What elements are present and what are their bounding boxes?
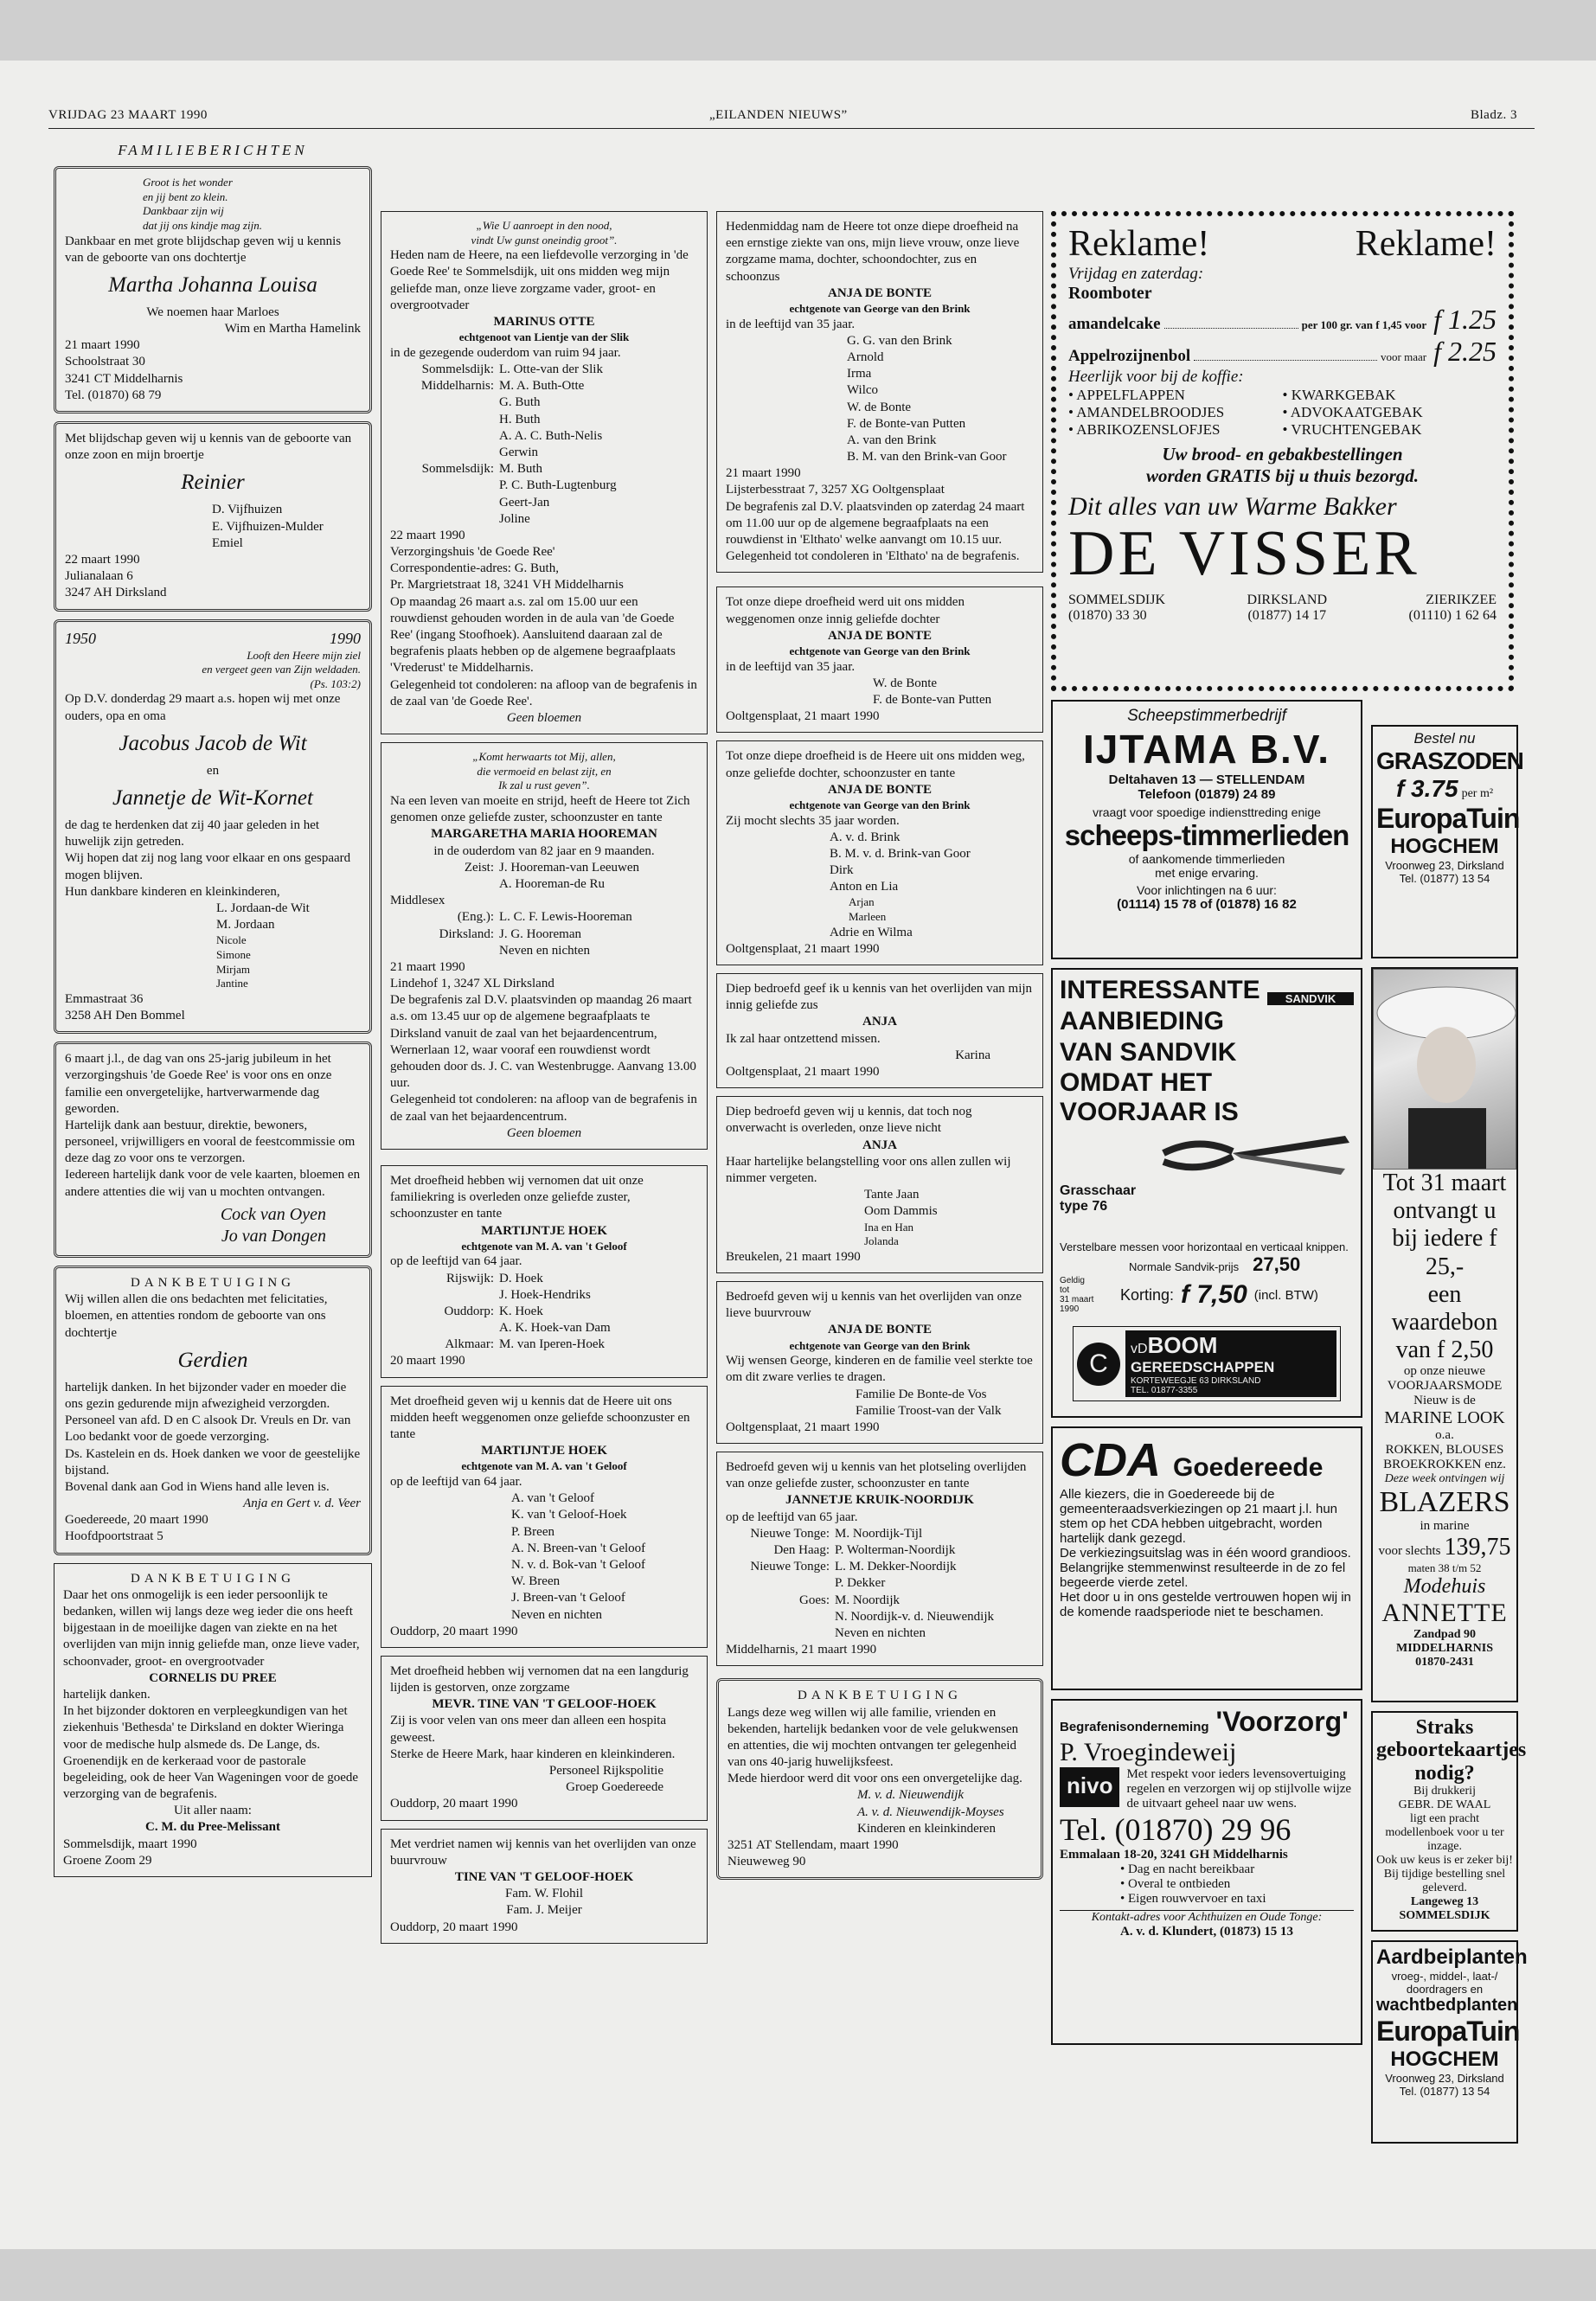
signature: Cock van Oyen: [220, 1204, 326, 1224]
family-row: Gerwin: [499, 445, 538, 459]
deceased-name: ANJA: [862, 1015, 897, 1029]
ad-aardbeiplanten: Aardbeiplanten vroeg-, middel-, laat-/ doordragers en wachtbedplanten EuropaTuin HOGCHEM Vroonweg 23, Dirksland Tel. (01877) 13 54: [1371, 1940, 1518, 2144]
brand-logo: CDA: [1060, 1434, 1161, 1486]
obituary-kruik: Bedroefd geven wij u kennis van het plotseling overlijden van onze geliefde zuster, schoonzuster en tante JANNETJE KRUIK-NOORDIJK op de leeftijd van 65 jaar. Nieuwe Tonge: M. Noordijk-Tijl Den Haag: P. Wolterman-Noordijk Nieuwe Tonge: L. M. Dekker-Noordijk P. Dekker Goes: M. Noordijk N. Noordijk-v. d. Nieuwendijk Neven en nichten Middelharnis, 21 maart 1990: [716, 1452, 1043, 1666]
family-list: G. G. van den Brink Arnold Irma Wilco W. de Bonte F. de Bonte-van Putten A. van den Brink B. M. van den Brink-van Goor: [847, 333, 1007, 465]
family-list: A. v. d. Brink B. M. v. d. Brink-van Goor Dirk Anton en Lia Arjan Marleen Adrie en Wilma: [830, 830, 971, 939]
service-list: • Dag en nacht bereikbaar • Overal te ontbieden • Eigen rouwvervoer en taxi: [1120, 1862, 1266, 1906]
family-row: G. Buth: [499, 395, 541, 410]
announcement-text: Dankbaar en met grote blijdschap geven wij u kennis van de geboorte van ons dochtertje: [65, 234, 342, 265]
announcement-text: Met blijdschap geven wij u kennis van de geboorte van onze zoon en mijn broertje: [65, 432, 352, 463]
family-row: Den Haag: P. Wolterman-Noordijk: [773, 1543, 956, 1557]
header-paper: „EILANDEN NIEUWS”: [709, 108, 848, 122]
family: L. Jordaan-de Wit M. Jordaan Nicole Simone Mirjam Jantine: [216, 901, 310, 990]
family-list: [726, 1526, 1034, 1642]
address: Sommelsdijk, maart 1990 Groene Zoom 29: [63, 1836, 197, 1868]
obituary-geloof-neighbours: Met verdriet namen wij kennis van het overlijden van onze buurvrouw TINE VAN 'T GELOOF-HOEK Fam. W. Flohil Fam. J. Meijer Ouddorp, 20 maart 1990: [381, 1829, 708, 1944]
family-row: H. Buth: [499, 412, 541, 426]
deceased-name: ANJA DE BONTE: [827, 285, 933, 300]
family-row: N. Noordijk-v. d. Nieuwendijk: [835, 1609, 994, 1624]
family-row: Neven en nichten: [835, 1625, 926, 1640]
ad-bakery-de-visser: Reklame! Reklame! Vrijdag en zaterdag: Roomboter amandelcake per 100 gr. van f 1,45 voor f 1.25 Appelrozijnenbol voor maar f 2.25 Heerlijk voor bij de koffie: • APPELFLAPPEN • KWARKGEBAK • AMANDELBROODJES • ADVOKAATGEBAK • ABRIKOZENSLOFJES • VRUCHTENGEBAK Uw brood- en gebakbestellingen worden GRATIS bij u thuis bezorgd. Dit alles van uw Warme Bakker DE VISSER SOMMELSDIJK (01870) 33 30 DIRKSLAND (01877) 14 17 ZIERIKZEE (01110) 1 62 64: [1051, 211, 1514, 691]
sandvik-logo: SANDVIK: [1267, 975, 1354, 1053]
locations: SOMMELSDIJK (01870) 33 30 DIRKSLAND (01877) 14 17 ZIERIKZEE (01110) 1 62 64: [1068, 593, 1497, 623]
deceased-name: ANJA DE BONTE: [827, 782, 933, 797]
header-rule: [48, 128, 1535, 129]
family-row: Nieuwe Tonge: M. Noordijk-Tijl: [750, 1526, 923, 1541]
deceased-name: MARGARETHA MARIA HOOREMAN: [431, 827, 657, 842]
family-row: Zeist: J. Hooreman-van Leeuwen: [464, 860, 640, 875]
headline: Reklame!: [1355, 224, 1497, 264]
family-row: A. Hooreman-de Ru: [499, 876, 606, 891]
deceased-name: ANJA: [862, 1138, 897, 1152]
nickname: We noemen haar Marloes: [146, 304, 279, 319]
ad-voorzorg: Begrafenisonderneming 'Voorzorg' P. Vroegindeweij nivo Met respekt voor ieders levensovertuiging regelen en verzorgen wij op stijlvolle wijze de uitvaart geheel naar uw wens. Tel. (01870) 29 96 Emmalaan 18-20, 3241 GH Middelharnis • Dag en nacht bereikbaar • Overal te ontbieden • Eigen rouwvervoer en taxi Kontakt-adres voor Achthuizen en Oude Tonge: A. v. d. Klundert, (01873) 15 13: [1051, 1699, 1362, 2045]
thanks-du-pree: DANKBETUIGING Daar het ons onmogelijk is een ieder persoonlijk te bedanken, willen wij langs deze weg ieder die ons heeft bijgestaan in de moeilijke dagen van ziekte en na het overlijden van mijn innig geliefde man, onze lieve vader, schoonvader, groot- en overgrootvader CORNELIS DU PREE hartelijk danken. In het bijzonder doktoren en verpleegkundigen van het ziekenhuis 'Bethesda' te Dirksland en dokter Wieringa voor de medische hulp alsmede ds. De Lange, ds. Groenendijk en de kerkeraad voor de pastorale begeleiding, ook de heer Van Wageningen voor de goede verzorging van de begrafenis. Uit aller naam: C. M. du Pree-Melissant Sommelsdijk, maart 1990 Groene Zoom 29: [54, 1563, 372, 1877]
section-title: FAMILIEBERICHTEN: [118, 142, 308, 158]
motto: „Wie U aanroept in den nood, vindt Uw gunst oneindig groot”.: [471, 219, 618, 247]
deceased-name: MEVR. TINE VAN 'T GELOOF-HOEK: [432, 1697, 657, 1712]
deceased-name: MARINUS OTTE: [493, 315, 595, 329]
obituary-anja-inlaws: Tot onze diepe droefheid is de Heere uit ons midden weg, onze geliefde dochter, schoonzuster en tante ANJA DE BONTE echtgenote van George van den Brink Zij mocht slechts 35 jaar worden. A. v. d. Brink B. M. v. d. Brink-van Goor Dirk Anton en Lia Arjan Marleen Adrie en Wilma Ooltgensplaat, 21 maart 1990: [716, 740, 1043, 965]
family-row: A. A. C. Buth-Nelis: [499, 428, 603, 443]
child-name: Reinier: [181, 471, 245, 495]
nivo-logo: nivo: [1060, 1767, 1119, 1807]
family-row: P. C. Buth-Lugtenburg: [499, 478, 617, 493]
year-start: 1950: [65, 629, 96, 647]
family-row: Nieuwe Tonge: L. M. Dekker-Noordijk: [750, 1560, 957, 1574]
announcement-text: Op D.V. donderdag 29 maart a.s. hopen wij met onze ouders, opa en oma: [65, 692, 341, 723]
column-1: [54, 137, 372, 1885]
shears-icon: [1060, 1127, 1354, 1179]
signature: Anja en Gert v. d. Veer: [243, 1497, 361, 1511]
price: f 1.25: [1433, 304, 1497, 335]
ad-ijtama: Scheepstimmerbedrijf IJTAMA B.V. Deltahaven 13 — STELLENDAM Telefoon (01879) 24 89 vraagt voor spoedige indiensttreding enige scheeps-timmerlieden of aankomende timmerlieden met enige ervaring. Voor inlichtingen na 6 uur: (01114) 15 78 of (01878) 16 82: [1051, 700, 1362, 959]
family-row: Alkmaar: M. van Iperen-Hoek: [445, 1337, 606, 1352]
family-row: Sommelsdijk: L. Otte-van der Slik: [421, 362, 603, 376]
discount: f 7,50: [1181, 1280, 1247, 1309]
family-row: Goes: M. Noordijk: [799, 1593, 900, 1607]
obituary-otte: „Wie U aanroept in den nood, vindt Uw gunst oneindig groot”. Heden nam de Heere, na een liefdevolle verzorging in 'de Goede Ree' te Sommelsdijk, uit ons midden weg mijn geliefde man, onze lieve zorgzame vader, groot- en overgrootvader MARINUS OTTE echtgenoot van Lientje van der Slik in de gezegende ouderdom van ruim 94 jaar. Sommelsdijk: L. Otte-van der Slik Middelharnis: M. A. Buth-Otte G. Buth H. Buth A. A. C. Buth-Nelis Gerwin Sommelsdijk: M. Buth P. C. Buth-Lugtenburg Geert-Jan Joline 22 maart 1990 Verzorgingshuis 'de Goede Ree' Correspondentie-adres: G. Buth, Pr. Margrietstraat 18, 3241 VH Middelharnis Op maandag 26 maart a.s. zal om 15.00 uur een rouwdienst gehouden worden in de aula van 'de Goede Ree' (ingang Stoofhoek). Aansluitend daaraan zal de begrafenis plaats hebben op de algemene begraafplaats 'Vrederust' te Middelharnis. Gelegenheid tot condoleren: na afloop van de begrafenis in de zaal van 'de Goede Ree'. Geen bloemen: [381, 211, 708, 734]
family-row: Neven en nichten: [499, 943, 590, 958]
obituary-anja-aunt: Diep bedroefd geven wij u kennis, dat toch nog onverwacht is overleden, onze lieve nicht ANJA Haar hartelijke belangstelling voor ons allen zullen wij nimmer vergeten. Tante Jaan Oom Dammis Ina en Han Jolanda Breukelen, 21 maart 1990: [716, 1096, 1043, 1273]
family-row: Dirksland: J. G. Hooreman: [439, 926, 581, 941]
obituary-hoek-1: Met droefheid hebben wij vernomen dat uit onze familiekring is overleden onze geliefde zuster, schoonzuster en tante MARTIJNTJE HOEK echtgenote van M. A. van 't Geloof op de leeftijd van 64 jaar. Rijswijk: D. Hoek J. Hoek-Hendriks Ouddorp: K. Hoek A. K. Hoek-van Dam Alkmaar: M. van Iperen-Hoek 20 maart 1990: [381, 1165, 708, 1378]
column-3: [716, 211, 1043, 1888]
obituary-anja-parents: Tot onze diepe droefheid werd uit ons midden weggenomen onze innig geliefde dochter ANJA DE BONTE echtgenote van George van den Brink in de leeftijd van 35 jaar. W. de Bonte F. de Bonte-van Putten Ooltgensplaat, 21 maart 1990: [716, 586, 1043, 733]
deceased-name: CORNELIS DU PREE: [149, 1670, 277, 1685]
header-page: Bladz. 3: [1471, 108, 1517, 122]
date: 21 maart 1990: [65, 338, 140, 353]
obituary-anja-sister: Diep bedroefd geef ik u kennis van het overlijden van mijn innig geliefde zus ANJA Ik zal haar ontzettend missen. Karina Ooltgensplaat, 21 maart 1990: [716, 973, 1043, 1088]
price: f 2.25: [1433, 336, 1497, 367]
ad-cda: CDA Goedereede Alle kiezers, die in Goedereede bij de gemeenteraadsverkiezingen op 21 maart j.l. hun stem op het CDA hebben uitgebracht, worden hartelijk dank gezegd. De verkiezingsuitslag was in één woord grandioos. Belangrijke stemmenwinst resulteerde in de zo fel begeerde vierde zetel. Het door u in ons gestelde vertrouwen hopen wij in de komende raadsperiode niet te beschamen.: [1051, 1426, 1362, 1690]
family-row: (Eng.): L. C. F. Lewis-Hooreman: [457, 910, 632, 925]
signature: Jo van Dongen: [221, 1227, 326, 1247]
family-list: [390, 1271, 698, 1354]
address: 22 maart 1990 Julianalaan 6 3247 AH Dirksland: [65, 552, 167, 600]
deceased-name: TINE VAN 'T GELOOF-HOEK: [454, 1869, 634, 1884]
family-row: Sommelsdijk: M. Buth: [421, 462, 543, 477]
motto: Groot is het wonder en jij bent zo klein. Dankbaar zijn wij dat jij ons kindje mag zijn.: [143, 176, 262, 232]
parents: D. Vijfhuizen E. Vijfhuizen-Mulder Emiel: [212, 503, 324, 550]
brand-logo: ANNETTE: [1381, 1599, 1508, 1628]
family-row: Ouddorp: K. Hoek: [444, 1304, 543, 1318]
family-row: J. Hoek-Hendriks: [499, 1287, 591, 1302]
obituary-anja-neighbours: Bedroefd geven wij u kennis van het overlijden van onze lieve buurvrouw ANJA DE BONTE echtgenote van George van den Brink Wij wensen George, kinderen en de familie veel sterkte toe om dit zware verlies te dragen. Familie De Bonte-de Vos Familie Troost-van der Valk Ooltgensplaat, 21 maart 1990: [716, 1281, 1043, 1444]
thanks-gerdien: DANKBETUIGING Wij willen allen die ons bedachten met felicitaties, bloemen, en attenties rondom de geboorte van ons dochtertje Gerdien hartelijk danken. In het bijzonder vader en moeder die ons gezin gedurende mijn afwezigheid verzorgden. Personeel van afd. D en C alsook Dr. Vreuls en Dr. van Loo bedankt voor de goede verzorging. Ds. Kastelein en ds. Hoek danken we voor de geestelijke bijstand. Bovenal dank aan God in Wiens hand alle leven is. Anja en Gert v. d. Veer Goedereede, 20 maart 1990 Hoofdpoortstraat 5: [54, 1266, 372, 1555]
family-row: P. Dekker: [835, 1576, 886, 1591]
deceased-name: MARTIJNTJE HOEK: [481, 1444, 607, 1458]
headline: Reklame!: [1068, 224, 1210, 264]
parents: Wim en Martha Hamelink: [224, 322, 361, 336]
notice-title: DANKBETUIGING: [131, 1571, 295, 1586]
deceased-name: ANJA DE BONTE: [827, 1323, 933, 1337]
family-row: Geert-Jan: [499, 495, 550, 510]
year-end: 1990: [330, 629, 361, 647]
obituary-anja-family: Hedenmiddag nam de Heere tot onze diepe droefheid na een ernstige ziekte van ons, mijn lieve vrouw, onze lieve zorgzame mama, dochter, schoondochter, zus en schoonzus ANJA DE BONTE echtgenote van George van den Brink in de leeftijd van 35 jaar. G. G. van den Brink Arnold Irma Wilco W. de Bonte F. de Bonte-van Putten A. van den Brink B. M. van den Brink-van Goor 21 maart 1990 Lijsterbesstraat 7, 3257 XG Ooltgensplaat De begrafenis zal D.V. plaatsvinden op zaterdag 24 maart om 11.00 uur op de algemene begraafplaats na een rouwdienst in 'Elthato' welke aanvangt om 10.15 uur. Gelegenheid tot condoleren in 'Elthato' na de begrafenis.: [716, 211, 1043, 573]
signature: C. M. du Pree-Melissant: [145, 1820, 280, 1835]
anniversary-de-wit: 1950 1990 Looft den Heere mijn ziel en vergeet geen van Zijn weldaden. (Ps. 103:2) Op D.V. donderdag 29 maart a.s. hopen wij met onze ouders, opa en oma Jacobus Jacob de Wit en Jannetje de Wit-Kornet de dag te herdenken dat zij 40 jaar geleden in het huwelijk zijn getreden. Wij hopen dat zij nog lang voor elkaar en ons gespaard mogen blijven. Hun dankbare kinderen en kleinkinderen, L. Jordaan-de Wit M. Jordaan Nicole Simone Mirjam Jantine Emmastraat 36 3258 AH Den Bommel: [54, 619, 372, 1035]
price: 139,75: [1444, 1534, 1511, 1561]
ad-graszoden: Bestel nu GRASZODEN f 3.75 per m² EuropaTuin HOGCHEM Vroonweg 23, Dirksland Tel. (01877) 13 54: [1371, 725, 1518, 958]
woman-photo: [1373, 969, 1516, 1170]
obituary-hooreman: „Komt herwaarts tot Mij, allen, die vermoeid en belast zijt, en Ik zal u rust geven”. Na een leven van moeite en strijd, heeft de Heere tot Zich genomen onze geliefde zuster, schoonzuster en tante MARGARETHA MARIA HOOREMAN in de ouderdom van 82 jaar en 9 maanden. Zeist: J. Hooreman-van Leeuwen A. Hooreman-de Ru Middlesex (Eng.): L. C. F. Lewis-Hooreman Dirksland: J. G. Hooreman Neven en nichten 21 maart 1990 Lindehof 1, 3247 XL Dirksland De begrafenis zal D.V. plaatsvinden op maandag 26 maart a.s. om 13.45 uur op de algemene begraafplaats te Dirksland vanuit de zaal van het bejaardencentrum, Wernerlaan 12, waar vooraf een rouwdienst wordt gehouden door ds. J. C. van Westenbrugge. Aanvang 13.00 uur. Gelegenheid tot condoleren: na afloop van de begrafenis in de zaal van het bejaardencentrum. Geen bloemen: [381, 742, 708, 1150]
notice-title: DANKBETUIGING: [798, 1689, 962, 1703]
husband-name: Jacobus Jacob de Wit: [119, 731, 307, 755]
column-5: [1371, 725, 1528, 2152]
family-row: Joline: [499, 511, 530, 526]
birth-announcement-reinier: [54, 421, 372, 612]
address: Goedereede, 20 maart 1990 Hoofdpoortstraat 5: [65, 1513, 208, 1544]
wife-name: Jannetje de Wit-Kornet: [112, 785, 313, 810]
brand-logo: DE VISSER: [1068, 518, 1420, 589]
family-row: Rijswijk: D. Hoek: [445, 1271, 543, 1285]
motto: „Komt herwaarts tot Mij, allen, die vermoeid en belast zijt, en Ik zal u rust geven”.: [472, 750, 616, 792]
notice-title: DANKBETUIGING: [131, 1276, 295, 1291]
header-date: VRIJDAG 23 MAART 1990: [48, 108, 208, 122]
deceased-name: JANNETJE KRUIK-NOORDIJK: [785, 1493, 974, 1508]
ad-sandvik: INTERESSANTE AANBIEDING VAN SANDVIK SANDVIK OMDAT HET VOORJAAR IS Grasschaar type 76 Verstelbare messen voor horizontaal en verticaal knippen. Normale Sandvik-prijs 27,50 Geldig tot 31 maart 1990 Korting: f 7,50 (incl. BTW) C vDBOOM GEREEDSCHAPPEN KORTEWEEGJE 63 DIRKSLAND TEL. 01877-3355: [1051, 968, 1362, 1418]
ad-annette: Tot 31 maart ontvangt u bij iedere f 25,- een waardebon van f 2,50 op onze nieuwe VOORJAARSMODE Nieuw is de MARINE LOOK o.a. ROKKEN, BLOUSES BROEKROKKEN enz. Deze week ontvingen wij BLAZERS in marine voor slechts 139,75 maten 38 t/m 52 Modehuis ANNETTE Zandpad 90 MIDDELHARNIS 01870-2431: [1371, 967, 1518, 1702]
birth-announcement-martha: [54, 166, 372, 413]
family-list: [390, 909, 698, 959]
family-row: Middelharnis: M. A. Buth-Otte: [420, 379, 585, 394]
child-name: Gerdien: [177, 1348, 248, 1372]
address: Emmastraat 36 3258 AH Den Bommel: [65, 991, 185, 1022]
family-list: [390, 860, 698, 893]
motto: Looft den Heere mijn ziel en vergeet geen van Zijn weldaden. (Ps. 103:2): [202, 648, 361, 690]
deceased-name: ANJA DE BONTE: [827, 628, 933, 643]
thanks-jubilee: 6 maart j.l., de dag van ons 25-jarig jubileum in het verzorgingshuis 'de Goede Ree' is voor ons en onze familie een onvergetelijke, hartverwarmende dag geworden. Hartelijk dank aan bestuur, direktie, bewoners, personeel, vrijwilligers en vooral de feestcommissie om deze dag zo voor ons te verzorgen. Iedereen hartelijk dank voor de vele kaarten, bloemen en andere attenties die wij van u mochten ontvangen. Cock van Oyen Jo van Dongen: [54, 1042, 372, 1258]
product-list: • APPELFLAPPEN • KWARKGEBAK • AMANDELBROODJES • ADVOKAATGEBAK • ABRIKOZENSLOFJES • VRUCHTENGEBAK: [1068, 387, 1423, 438]
ad-gebr-de-waal: Straks geboortekaartjes nodig? Bij drukkerij GEBR. DE WAAL ligt een pracht modellenboek voor u ter inzage. Ook uw keus is er zeker bij! Bij tijdige bestelling snel geleverd. Langeweg 13 SOMMELSDIJK: [1371, 1711, 1518, 1932]
family-row: A. K. Hoek-van Dam: [499, 1321, 611, 1336]
thanks-nieuwendijk: DANKBETUIGING Langs deze weg willen wij alle familie, vrienden en bekenden, hartelijk bedanken voor de vele gelukwensen en attenties, die wij mochten ontvangen ter gelegenheid van ons 40-jarig huwelijksfeest. Mede hierdoor werd dit voor ons een onvergetelijke dag. M. v. d. Nieuwendijk A. v. d. Nieuwendijk-Moyses Kinderen en kleinkinderen 3251 AT Stellendam, maart 1990 Nieuweweg 90: [716, 1678, 1043, 1880]
price: 27,50: [1253, 1253, 1301, 1275]
obituary-geloof-police: Met droefheid hebben wij vernomen dat na een langdurig lijden is gestorven, onze zorgzame MEVR. TINE VAN 'T GELOOF-HOEK Zij is voor velen van ons meer dan alleen een hospita geweest. Sterke de Heere Mark, haar kinderen en kleinkinderen. Personeel Rijkspolitie Groep Goedereede Ouddorp, 20 maart 1990: [381, 1656, 708, 1821]
column-2: [381, 211, 708, 1952]
family-list: [390, 362, 698, 528]
deceased-name: MARTIJNTJE HOEK: [481, 1223, 607, 1238]
van-den-boom-logo: C vDBOOM GEREEDSCHAPPEN KORTEWEEGJE 63 DIRKSLAND TEL. 01877-3355: [1073, 1326, 1341, 1401]
brand-logo: IJTAMA B.V.: [1082, 727, 1331, 772]
brand-logo: 'Voorzorg': [1215, 1706, 1349, 1737]
obituary-hoek-2: Met droefheid geven wij u kennis dat de Heere uit ons midden heeft weggenomen onze geliefde schoonzuster en tante MARTIJNTJE HOEK echtgenote van M. A. van 't Geloof op de leeftijd van 64 jaar. A. van 't Geloof K. van 't Geloof-Hoek P. Breen A. N. Breen-van 't Geloof N. v. d. Bok-van 't Geloof W. Breen J. Breen-van 't Geloof Neven en nichten Ouddorp, 20 maart 1990: [381, 1386, 708, 1648]
price: f 3.75: [1395, 775, 1458, 802]
address: Schoolstraat 30 3241 CT Middelharnis Tel. (01870) 68 79: [65, 355, 183, 402]
child-name: Martha Johanna Louisa: [108, 272, 317, 297]
family-list: A. van 't Geloof K. van 't Geloof-Hoek P. Breen A. N. Breen-van 't Geloof N. v. d. Bok-van 't Geloof W. Breen J. Breen-van 't Geloof Neven en nichten: [511, 1491, 646, 1622]
